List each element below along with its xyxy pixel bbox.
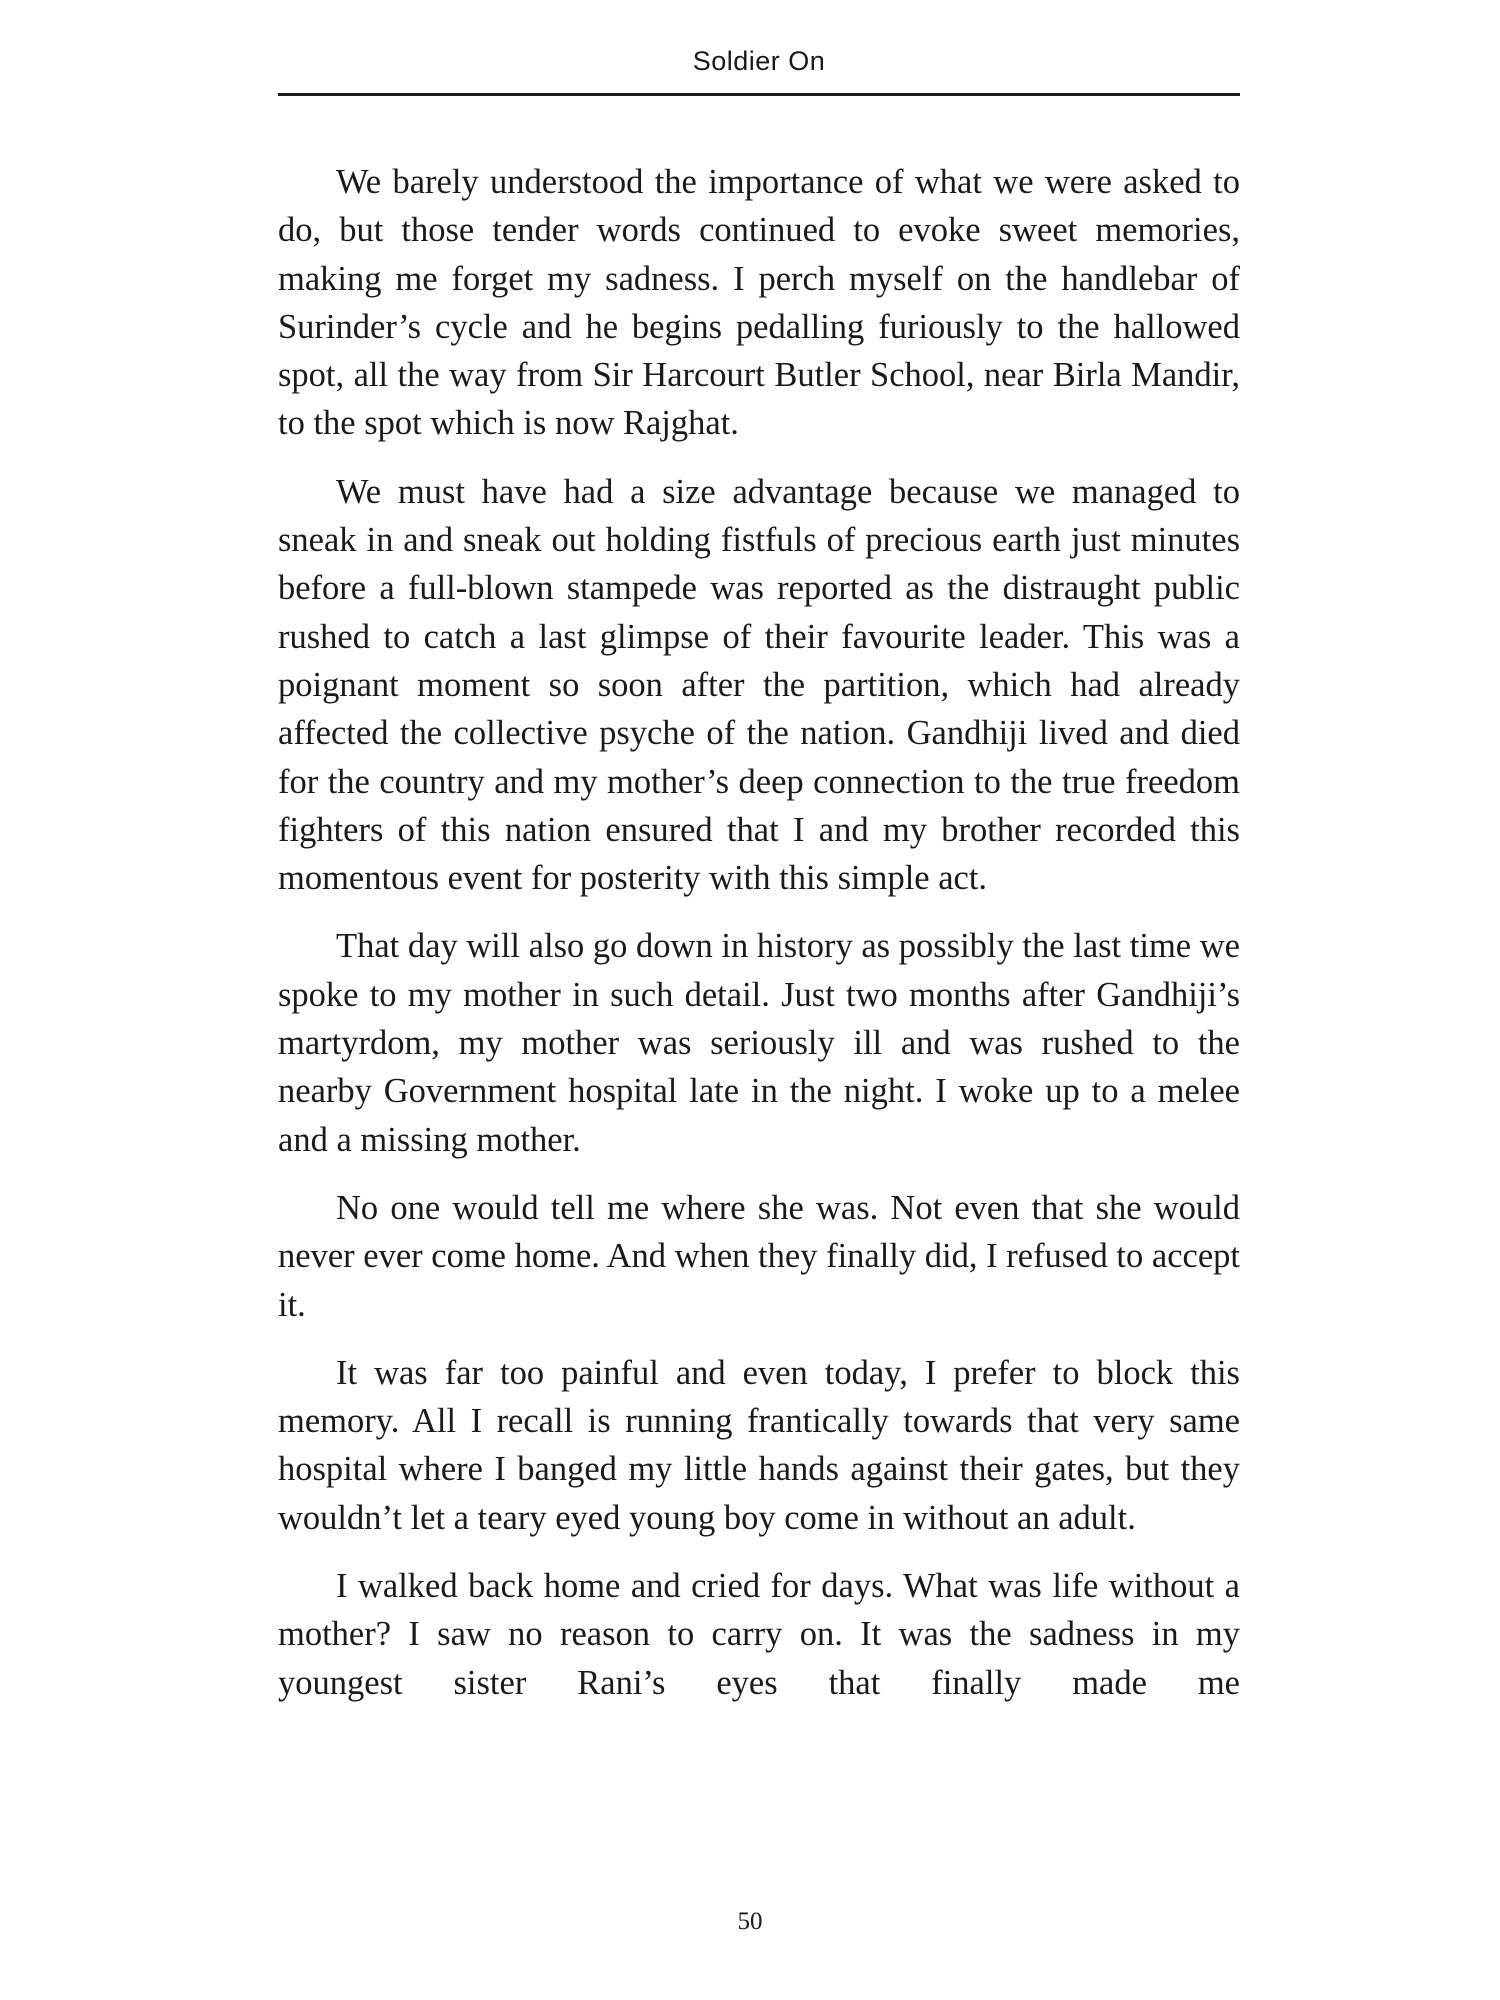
paragraph: We must have had a size advantage because we managed to sneak in and sneak out holding fistfuls of precious earth just minutes before a full-blown stampede was reported as the distraught public rushed to catch a last glimpse of their favourite leader. This was a poignant moment so soon after the partition, which had already affected the collective psyche of the nation. Gandhiji lived and died for the country and my mother’s deep connection to the true freedom fighters of this nation ensured that I and my brother recorded this momentous event for posterity with this simple act. xyxy=(278,472,1240,898)
paragraph-continued: I walked back home and cried for days. What was life without a mother? I saw no reason to carry on. It was the sadness in my youngest sister Rani’s eyes that finally made me xyxy=(278,1567,1240,1702)
running-head-title: Soldier On xyxy=(692,46,826,76)
paragraph: That day will also go down in history as possibly the last time we spoke to my mother in such detail. Just two months after Gandhiji’s martyrdom, my mother was seriously ill and was rushed to the nearby Government hospital late in the night. I woke up to a melee and a missing mother. xyxy=(278,927,1240,1159)
paragraph: We barely understood the importance of what we were asked to do, but those tender words continued to evoke sweet memories, making me forget my sadness. I perch myself on the handlebar of Surinder’s cycle and he begins pedalling furiously to the hallowed spot, all the way from Sir Harcourt Butler School, near Birla Mandir, to the spot which is now Rajghat. xyxy=(278,163,1240,443)
paragraph: It was far too painful and even today, I prefer to block this memory. All I recall is running frantically towards that very same hospital where I banged my little hands against their gates, but they wouldn’t let a teary eyed young boy come in without an adult. xyxy=(278,1353,1240,1537)
paragraph: No one would tell me where she was. Not even that she would never ever come home. And when they finally did, I refused to accept it. xyxy=(278,1188,1240,1324)
body-text xyxy=(278,158,1240,1707)
header-rule xyxy=(278,93,1240,96)
page-number: 50 xyxy=(737,1908,763,1935)
